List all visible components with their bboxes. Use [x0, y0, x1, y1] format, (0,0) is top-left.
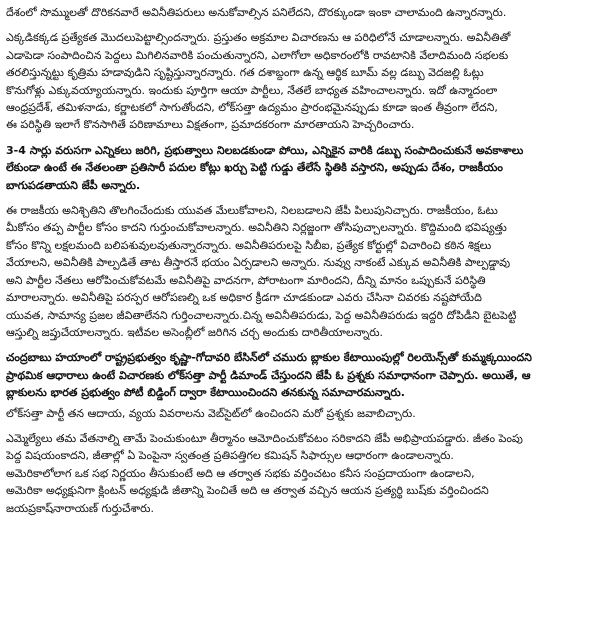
paragraph-6 — [6, 405, 606, 422]
paragraph-2 — [6, 29, 606, 133]
text-line: ఎడాపెడా సంపాదించిన పెద్దలు మిగిలినవారికి పంచుతున్నారని, ఎలాగోలా అధికారంలోకి రావటానికి వేలాదిమంది సభలకు — [6, 48, 509, 62]
text-line: లోక్‌సత్తా పార్టీ తన ఆదాయ, వ్యయ వివరాలను వెబ్‌సైట్‌లో ఉంచిందని మరో ప్రశ్నకు జవాబిచ్చారు. — [6, 406, 416, 420]
text-line: జయప్రకాష్‌నారాయణ్ గుర్తుచేశారు. — [6, 501, 154, 515]
text-line: యువత, సామాన్య ప్రజల జీవితాలేనని గుర్తించాలన్నారు.చిన్న అవినీతిపరుడు, పెద్ద అవినీతిపరుడు ఇద్దరి దోపిడీని బైటపెట్టి — [6, 308, 517, 322]
paragraph-5 — [6, 349, 606, 401]
text-line: ఆంధ్రప్రదేశ్, తమిళనాడు, కర్ణాటకలో సాగుతోందని, లోక్‌సత్తా ఉద్యమం ప్రారంభమైనప్పుడు కూడా ఇంత తీవ్రంగా లేదని, — [6, 101, 498, 115]
paragraph-3 — [6, 142, 606, 194]
text-line: బాగుపడతాయని జేపీ అన్నారు. — [6, 178, 141, 192]
text-line: మీకోసం తప్ప పార్టీల కోసం కాదని గుర్తుంచుకోవాలన్నారు. అవినీతిని నిర్లజ్జంగా తోసిపుచ్చాలన్నారు. కొద్దిమంది భవిష్యత్తు — [6, 221, 507, 235]
text-line: బ్లాకులను భారత ప్రభుత్వం పోటీ బిడ్డింగ్ ద్వారా కేటాయించిందని తనకున్న సమాచారమన్నారు. — [6, 386, 405, 400]
text-line: ప్రాథమిక ఆధారాలు ఉంటే విచారణకు లోక్‌సత్తా పార్టీ డిమాండ్ చేస్తుందని జేపీ ఓ ప్రశ్నకు సమాధానంగా చెప్పారు. అయితే, ఆ — [6, 368, 531, 382]
text-line: 3-4 సార్లు వరుసగా ఎన్నికలు జరిగి, ప్రభుత్వాలు నిలబడకుండా పోయి, ఎన్నికైన వారికి డబ్బు సంపాదించుకునే అవకాశాలు — [6, 143, 524, 157]
paragraph-7 — [6, 430, 606, 517]
text-line: తరలిస్తున్నట్టు కృత్రిమ హడావుడిని సృష్టిస్తున్నారన్నారు. గత దశాబ్దంగా ఉన్న ఆర్థిక బూమ్ వల్ల డబ్బు వెదజల్లి ఓట్లు — [6, 66, 484, 80]
text-line: చంద్రబాబు హయాంలో రాష్ట్రప్రభుత్వం కృష్ణా-గోదావరి బేసిన్‌లో చమురు బ్లాకుల కేటాయింపుల్లో రిలయెన్స్‌తో కుమ్మక్కయిందని — [6, 351, 532, 365]
text-line: అమెరికా అధ్యక్షునిగా క్లింటన్ అధ్యక్షుడి జీతాన్ని పెంచితే అది ఆ తర్వాత వచ్చిన ఆయన ప్రత్యర్థి బుష్‌కు వర్తించిందని — [6, 484, 489, 498]
text-line: కొనుగోళ్లు ఎక్కువయ్యాయన్నారు. ఇందుకు పూర్తిగా ఆయా పార్టీలు, నేతలే బాధ్యత వహించాలన్నారు. ఇదో ఉన్మాదంలా — [6, 83, 498, 97]
text-line: లేకుండా ఉంటే ఈ నేతలంతా ప్రతిసారీ పదుల కోట్లు ఖర్చు పెట్టి గుడ్డు తేలేసే స్థితికి వస్తారని, అప్పుడు దేశం, రాజకీయం — [6, 161, 503, 175]
text-line: వేయాలని, అవినీతికి పాల్పడితే తాట తీస్తారనే భయం ఏర్పడాలని అన్నారు. నువ్వు నాకంటే ఎక్కువ అవినీతికి పాల్పడ్డావు — [6, 256, 511, 270]
text-line: అని పార్టీల నేతలు ఆరోపించుకోవటమే అవినీతిపై వాదనగా, పోరాటంగా మారిందని, దీన్ని మానం ఒప్పుకునే పరిస్థితి — [6, 273, 486, 287]
text-line: ఎక్కడికక్కడ ప్రత్యేకత మొదలుపెట్టాల్సిందన్నారు. ప్రస్తుతం అక్రమాల విచారణను ఆ పరిధిలోనే చూడాలన్నారు. అవినీతితో — [6, 31, 511, 45]
text-line: ఈ రాజకీయ అనిశ్చితిని తొలగించేందుకు యువత మేలుకోవాలని, నిలబడాలని జేపీ పిలుపునిచ్చారు. రాజకీయం, ఓటు — [6, 204, 498, 218]
text-line: ఆస్తుల్ని జప్తుచేయాలన్నారు. ఇటీవల అసెంబ్లీలో జరిగిన చర్చ అందుకు దారితీయాలన్నారు. — [6, 325, 384, 339]
paragraph-4 — [6, 202, 606, 341]
text-line: అమెరికాలోలాగ ఒక సభ నిర్ణయం తీసుకుంటే అది ఆ తర్వాత సభకు వర్తించటం కనీస సంప్రదాయంగా ఉండాలని, — [6, 466, 475, 480]
paragraph-1 — [6, 4, 606, 21]
text-line: మారాలన్నారు. అవినీతిపై పరస్పర ఆరోపణల్ని ఒక అధికార క్రీడగా చూడకుండా ఎవరు చేసినా చివరకు నష్టపోయేది — [6, 291, 482, 305]
text-line: దేశంలో సొమ్ములతో దొరికనవారే అవినీతిపరులు అనుకోవాల్సిన పనిలేదని, దొరక్కుండా ఇంకా చాలామంది ఉన్నారన్నారు. — [6, 6, 507, 19]
text-line: ఎమ్మెల్యేలు తమ వేతనాల్ని తామే పెంచుకుంటూ తీర్మానం ఆమోదించుకోవటం సరికాదని జేపీ అభిప్రాయపడ్డారు. జీతం పెంపు — [6, 431, 523, 445]
text-line: కోసం కొన్ని లక్షలమంది బలిపశువులవుతున్నారన్నారు. అవినీతిపరులపై సిబీఐ, ప్రత్యేక కోర్టుల్లో విచారించి కఠిన శిక్షలు — [6, 238, 492, 252]
text-line: పెద్ద విషయంకాదని, జీతాల్లో ఏ పెంపైనా స్వతంత్ర ప్రతిపత్తిగల కమిషన్ సిఫార్సుల ఆధారంగా ఉండాలన్నారు. — [6, 449, 454, 463]
text-line: ఈ పరిస్థితి ఇలాగే కొనసాగితే పరిణామాలు విక్షతంగా, ప్రమాదకరంగా మారతాయని హెచ్చరించారు. — [6, 118, 415, 132]
